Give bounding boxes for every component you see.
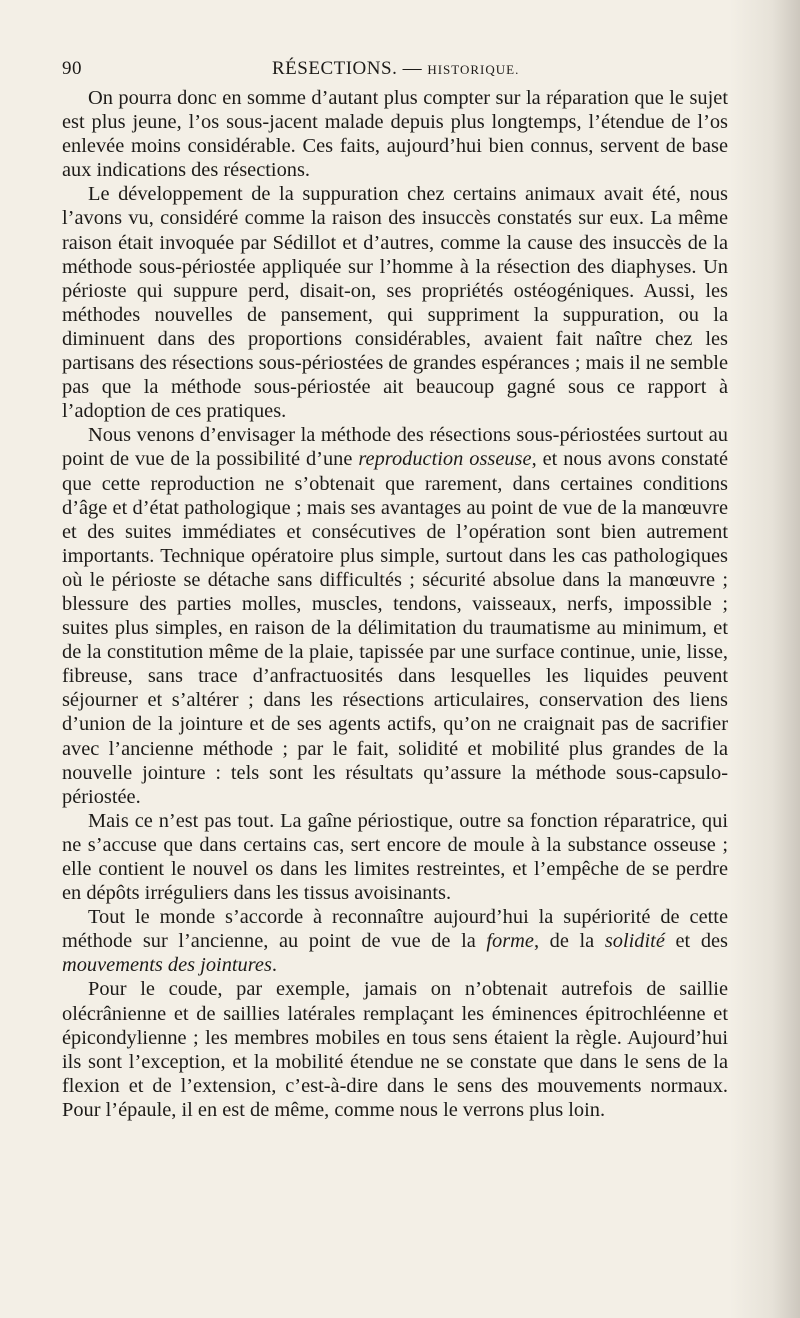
text-run: On pourra donc en somme d’autant plus compter sur la réparation que le sujet est plus jeune, l’os sous-jacent malade depuis plus longtemps, l’étendue de l’os enlevée moins considérable. Ces faits, aujourd’hui bien connus, servent de base aux indications des résections. <box>62 87 728 182</box>
paragraph <box>62 977 728 1122</box>
page-number: 90 <box>62 58 82 79</box>
paragraph <box>62 423 728 809</box>
italic-phrase: forme <box>486 930 534 953</box>
paragraph <box>62 809 728 905</box>
text-run: Pour le coude, par exemple, jamais on n’obtenait autrefois de saillie olécrânienne et de saillies latérales remplaçant les éminences épitrochléenne et épicondylienne ; les membres mobiles en tous sens étaient la règle. Aujourd’hui ils sont l’exception, et la mobilité étendue ne se constate que dans le sens de la flexion et de l’extension, c’est-à-dire dans le sens des mouvements normaux. Pour l’épaule, il en est de même, comme nous le verrons plus loin. <box>62 978 728 1121</box>
text-run: Tout le monde s’accorde à reconnaître aujourd’hui la supériorité de cette méthode sur l’ancienne, au point de vue de la <box>62 906 728 953</box>
text-run: . <box>271 954 278 977</box>
text-run: Le développement de la suppuration chez certains animaux avait été, nous l’avons vu, considéré comme la raison des insuccès constatés sur eux. La même raison était invoquée par Sédillot et d’autres, comme la cause des insuccès de la méthode sous-périostée appliquée sur l’homme à la résection des diaphyses. Un périoste qui suppure perd, disait-on, ses propriétés ostéogéniques. Aussi, les méthodes nouvelles de pansement, qui suppriment la suppuration, ou la diminuent dans des proportions considérables, avaient fait naître chez les partisans des résections sous-périostées de grandes espérances ; mais il ne semble pas que la méthode sous-périostée ait beaucoup gagné sous ce rapport à l’adoption de ces pratiques. <box>62 183 728 423</box>
paragraph <box>62 905 728 977</box>
text-run: Mais ce n’est pas tout. La gaîne périostique, outre sa fonction réparatrice, qui ne s’accuse que dans certains cas, sert encore de moule à la substance osseuse ; elle contient le nouvel os dans les limites restreintes, et l’empêche de se perdre en dépôts irréguliers dans les tissus avoisinants. <box>62 809 728 905</box>
text-run: et des <box>664 930 728 953</box>
paragraph <box>62 182 728 423</box>
text-run: , de la <box>533 930 605 953</box>
text-run: Nous venons d’envisager la méthode des résections sous-périostées surtout au point de vue de la possibilité d’une <box>62 424 728 471</box>
running-title <box>272 58 519 80</box>
paragraph <box>62 86 728 182</box>
title-separator: — <box>402 58 423 79</box>
book-page <box>62 52 728 1122</box>
chapter-title: RÉSECTIONS. <box>272 58 398 79</box>
section-title: HISTORIQUE. <box>427 62 520 77</box>
italic-phrase: mouvements des jointures <box>62 954 272 977</box>
body-text <box>62 86 728 1122</box>
italic-phrase: reproduction osseuse <box>358 448 532 471</box>
page-edge-shadow <box>730 0 800 1318</box>
italic-phrase: solidité <box>604 930 665 953</box>
text-run: , et nous avons constaté que cette reproduction ne s’obtenait que rarement, dans certaines conditions d’âge et d’état pathologique ; mais ses avantages au point de vue de la manœuvre et des suites immédiates et consécutives de l’opération sont bien autrement importants. Technique opératoire plus simple, surtout dans les cas pathologiques où le périoste se détache sans difficultés ; sécurité absolue dans la manœuvre ; blessure des parties molles, muscles, tendons, vaisseaux, nerfs, impossible ; suites plus simples, en raison de la délimitation du traumatisme au minimum, et de la constitution même de la plaie, tapissée par une surface continue, unie, lisse, fibreuse, sans trace d’anfractuosités dans lesquelles les liquides peuvent séjourner et s’altérer ; dans les résections articulaires, conservation des liens d’union de la jointure et de ses agents actifs, qu’on ne craignait pas de sacrifier avec l’ancienne méthode ; par le fait, solidité et mobilité plus grandes de la nouvelle jointure : tels sont les résultats qu’assure la méthode sous-capsulo-périostée. <box>62 448 729 808</box>
running-head <box>62 52 728 86</box>
